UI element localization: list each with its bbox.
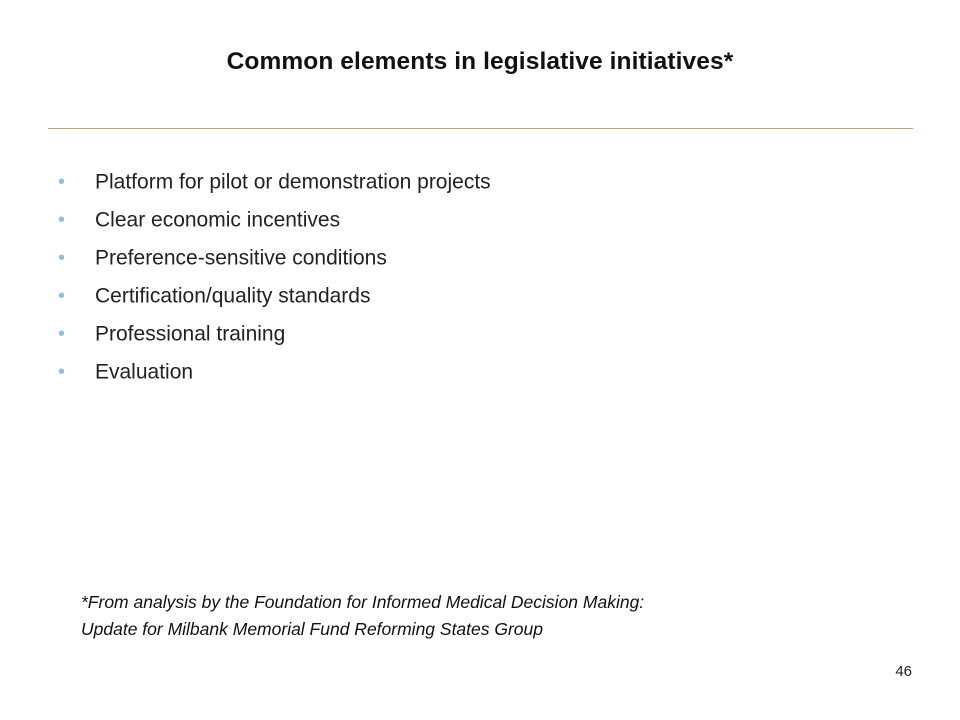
bullet-icon: • [58,323,66,346]
bullet-icon: • [58,171,66,194]
footnote [81,589,644,643]
footnote-line-1: *From analysis by the Foundation for Informed Medical Decision Making: [81,592,645,612]
bullet-text: Evaluation [95,360,194,384]
bullet-icon: • [58,209,66,232]
title-divider [48,128,913,129]
footnote-line-2: Update for Milbank Memorial Fund Reforming States Group [81,619,544,639]
bullet-text: Certification/quality standards [95,284,371,308]
bullet-text: Clear economic incentives [95,208,341,232]
bullet-text: Platform for pilot or demonstration projects [95,170,491,194]
slide-title: Common elements in legislative initiatives* [226,48,734,75]
bullet-icon: • [58,247,66,270]
bullet-text: Professional training [95,322,286,346]
bullet-icon: • [58,361,66,384]
page-number: 46 [895,663,912,680]
bullet-text: Preference-sensitive conditions [95,246,387,270]
bullet-icon: • [58,285,66,308]
